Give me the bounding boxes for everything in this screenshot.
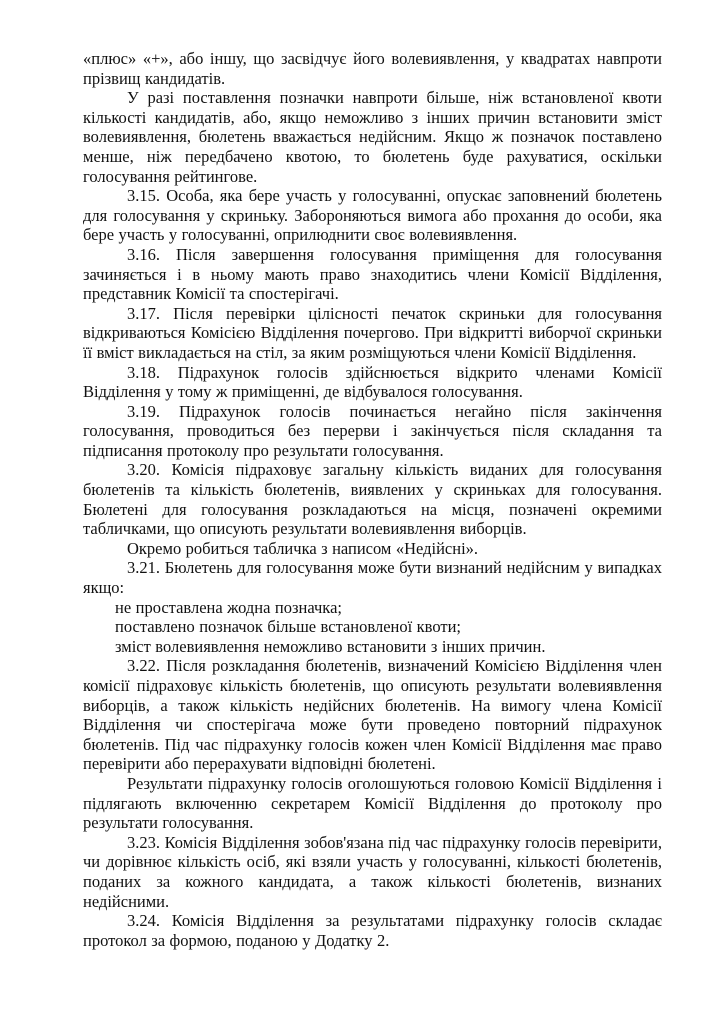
clause-3-18: 3.18. Підрахунок голосів здійснюється відкрито членами Комісії Відділення у тому ж приміщенні, де відбувалося голосування. [83,362,662,402]
paragraph: Окремо робиться табличка з написом «Недійсні». [127,538,479,558]
clause-3-19: 3.19. Підрахунок голосів починається негайно після закінчення голосування, проводиться без перерви і закінчується після складання та підписання протоколу про результати голосування. [83,401,662,460]
clause-3-20: 3.20. Комісія підраховує загальну кількість виданих для голосування бюлетенів та кількість бюлетенів, виявлених у скриньках для голосування. Бюлетені для голосування розкладаються на місця, позначені окремими табличками, що описують результати волевиявлення виборців. [83,460,662,539]
clause-3-16: 3.16. Після завершення голосування приміщення для голосування зачиняється і в ньому мають право знаходитись члени Комісії Відділення, представник Комісії та спостерігачі. [83,244,662,304]
paragraph: Результати підрахунку голосів оголошуються головою Комісії Відділення і підлягають включенню секретарем Комісії Відділення до протоколу про результати голосування. [83,773,662,833]
list-item: поставлено позначок більше встановленої квоти; [115,617,461,637]
clause-3-17: 3.17. Після перевірки цілісності печаток скриньки для голосування відкриваються Комісією Відділення почергово. При відкритті виборчої скриньки її вміст викладається на стіл, за яким розміщуються члени Комісії Відділення. [83,303,662,362]
clause-3-23: 3.23. Комісія Відділення зобов'язана під час підрахунку голосів перевірити, чи дорівнює кількість осіб, які взяли участь у голосуванні, кількості бюлетенів, поданих за кожного кандидата, а також кількості бюлетенів, визнаних недійсними. [83,832,662,911]
clause-3-21: 3.21. Бюлетень для голосування може бути визнаний недійсним у випадках якщо: [83,558,662,598]
clause-3-15: 3.15. Особа, яка бере участь у голосуванні, опускає заповнений бюлетень для голосування у скриньку. Забороняються вимога або прохання до особи, яка бере участь у голосуванні, оприлюднити своє волевиявлення. [83,186,662,245]
paragraph: У разі поставлення позначки навпроти більше, ніж встановленої квоти кількості кандидатів, або, якщо неможливо з інших причин встановити зміст волевиявлення, бюлетень вважається недійсним. Якщо ж позначок поставлено менше, ніж передбачено квотою, то бюлетень буде рахуватися, оскільки голосування рейтингове. [83,88,662,186]
clause-3-22: 3.22. Після розкладання бюлетенів, визначений Комісією Відділення член комісії підраховує кількість бюлетенів, що описують результати волевиявлення виборців, а також кількість недійсних бюлетенів. На вимогу члена Комісії Відділення чи спостерігача може бути проведено повторний підрахунок бюлетенів. Під час підрахунку голосів кожен член Комісії Відділення має право перевірити або перерахувати відповідні бюлетені. [83,656,662,774]
list-item: не проставлена жодна позначка; [115,597,342,617]
list-item: зміст волевиявлення неможливо встановити з інших причин. [115,636,546,656]
paragraph: «плюс» «+», або іншу, що засвідчує його волевиявлення, у квадратах навпроти прізвищ кандидатів. [83,49,662,88]
document-body [83,49,662,950]
clause-3-24: 3.24. Комісія Відділення за результатами підрахунку голосів складає протокол за формою, поданою у Додатку 2. [83,911,662,950]
